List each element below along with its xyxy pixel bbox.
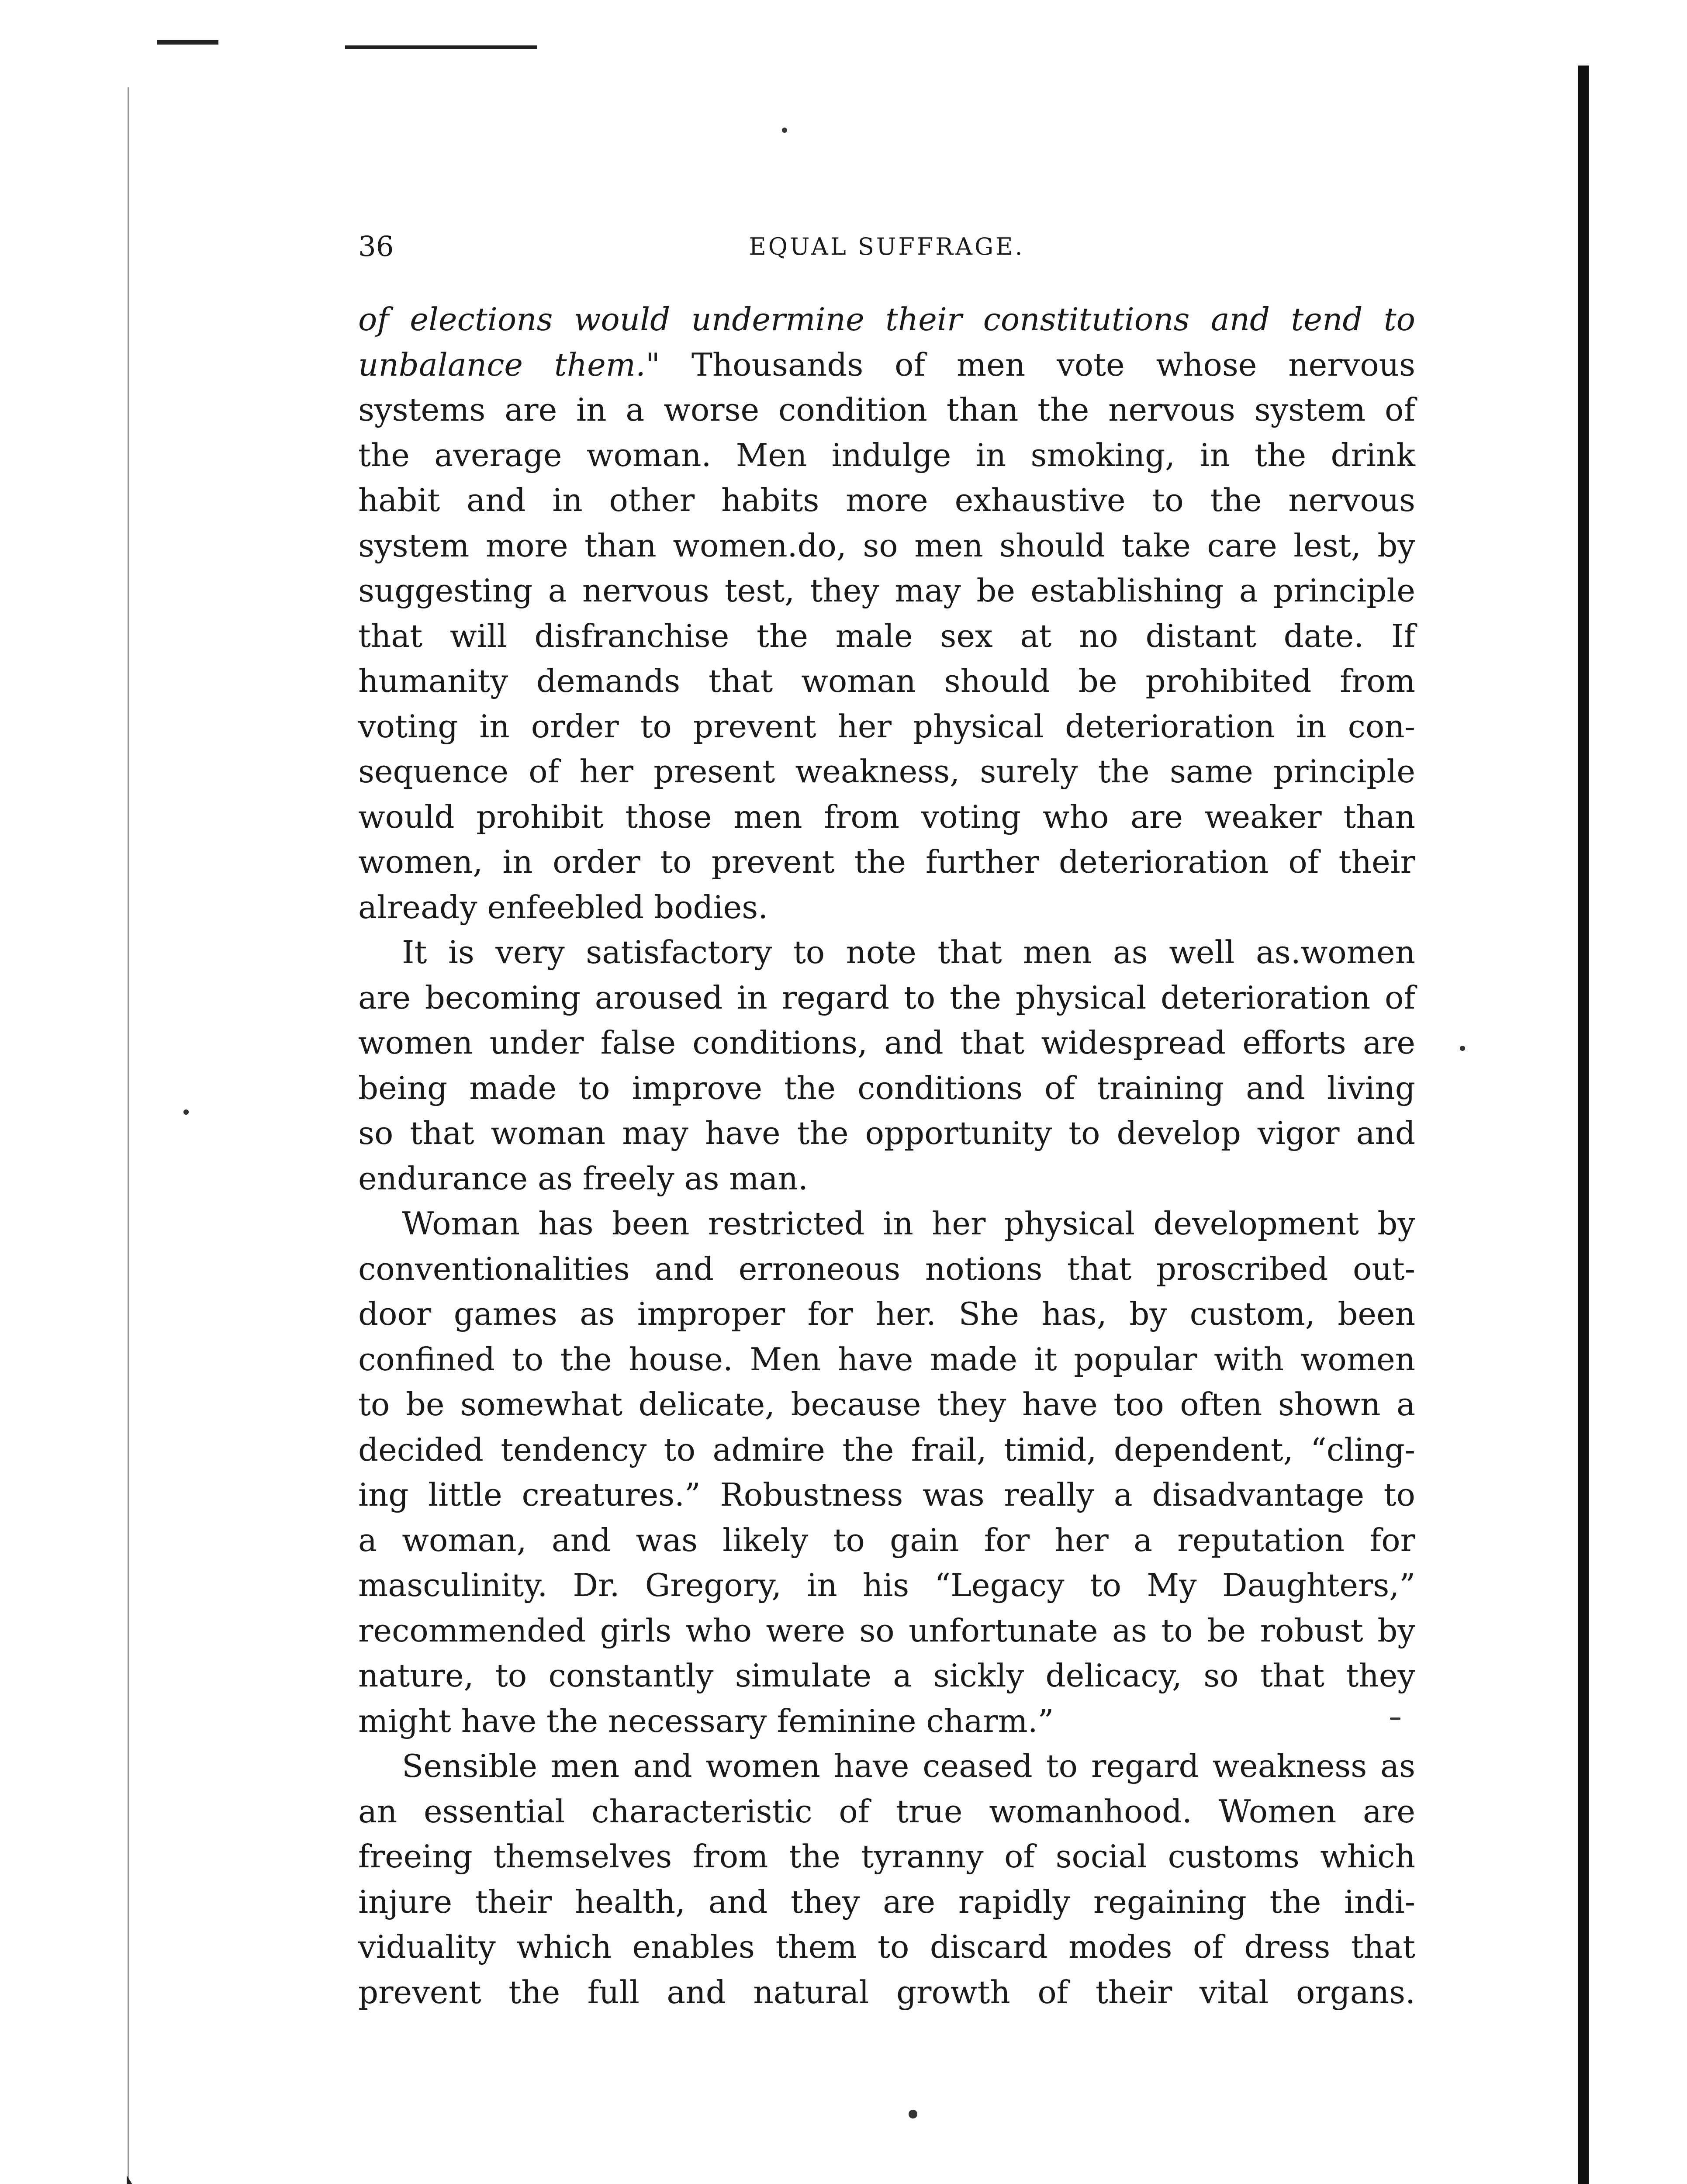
body-text: [358, 297, 1415, 2015]
text-line: conventionalities and erroneous notions that proscribed out-: [358, 1250, 1415, 1287]
scan-blot: [127, 2175, 157, 2184]
text-line: being made to improve the conditions of training and living: [358, 1069, 1415, 1106]
text-line: confined to the house. Men have made it popular with women: [358, 1341, 1415, 1378]
text-line: a woman, and was likely to gain for her a reputation for: [358, 1521, 1415, 1559]
text-line: injure their health, and they are rapidly regaining the indi-: [358, 1883, 1415, 1920]
text-line: habit and in other habits more exhaustive to the nervous: [358, 482, 1415, 518]
text-line: freeing themselves from the tyranny of social customs which: [358, 1838, 1415, 1875]
text-line: door games as improper for her. She has, by custom, been: [358, 1296, 1415, 1332]
text-line: system more than women.do, so men should take care lest, by: [358, 527, 1415, 564]
text-line: women under false conditions, and that widespread efforts are: [358, 1024, 1415, 1061]
text-line: so that woman may have the opportunity to develop vigor and: [358, 1115, 1415, 1151]
text-line: masculinity. Dr. Gregory, in his “Legacy to My Daughters,”: [358, 1567, 1415, 1603]
text-line: are becoming aroused in regard to the physical deterioration of: [358, 979, 1415, 1016]
page-number: 36: [358, 231, 394, 263]
italic-quote: of elections would undermine their constitutions and tend to: [358, 301, 1415, 338]
text-line: sequence of her present weakness, surely the same principle: [358, 753, 1415, 790]
text-line: women, in order to prevent the further deterioration of their: [358, 843, 1415, 880]
text-line: suggesting a nervous test, they may be establishing a principle: [358, 572, 1415, 609]
text-line: voting in order to prevent her physical deterioration in con-: [358, 708, 1415, 745]
text-line: the average woman. Men indulge in smoking, in the drink: [358, 436, 1415, 473]
text-line: already enfeebled bodies.: [358, 888, 768, 926]
page-edge-shadow: [128, 87, 129, 2184]
text-line: nature, to constantly simulate a sickly delicacy, so that they: [358, 1657, 1415, 1694]
text-span: Thousands of men vote whose nervous: [660, 346, 1416, 383]
italic-quote: unbalance them.": [358, 346, 660, 383]
speck: [1460, 1046, 1465, 1051]
speck: [909, 2110, 917, 2118]
text-line: ing little creatures.” Robustness was really a disadvantage to: [358, 1476, 1415, 1513]
text-line: endurance as freely as man.: [358, 1160, 808, 1197]
text-line: recommended girls who were so unfortunate as to be robust by: [358, 1612, 1415, 1649]
scan-mark: [157, 40, 218, 45]
text-line: viduality which enables them to discard modes of dress that: [358, 1928, 1415, 1965]
text-line: [358, 342, 1415, 388]
scan-mark: [345, 45, 537, 49]
text-line: It is very satisfactory to note that men as well as.women: [402, 934, 1415, 971]
text-line: an essential characteristic of true womanhood. Women are: [358, 1793, 1415, 1830]
text-line: systems are in a worse condition than the nervous system of: [358, 391, 1415, 428]
text-line: that will disfranchise the male sex at no distant date. If: [358, 617, 1415, 654]
text-line: Sensible men and women have ceased to regard weakness as: [402, 1748, 1415, 1784]
text-line: Woman has been restricted in her physical development by: [402, 1205, 1415, 1242]
text-line: might have the necessary feminine charm.”: [358, 1702, 1054, 1739]
speck: [183, 1109, 189, 1115]
page-edge-bar: [1578, 66, 1589, 2184]
text-line: decided tendency to admire the frail, timid, dependent, “cling-: [358, 1431, 1415, 1468]
text-line: to be somewhat delicate, because they have too often shown a: [358, 1386, 1415, 1423]
speck: [782, 128, 787, 133]
running-head: [358, 227, 1415, 266]
text-line: would prohibit those men from voting who are weaker than: [358, 798, 1415, 835]
text-line: prevent the full and natural growth of their vital organs.: [358, 1973, 1415, 2011]
text-line: humanity demands that woman should be prohibited from: [358, 663, 1415, 699]
text-line: [358, 297, 1415, 342]
page-header-title: EQUAL SUFFRAGE.: [749, 233, 1025, 260]
